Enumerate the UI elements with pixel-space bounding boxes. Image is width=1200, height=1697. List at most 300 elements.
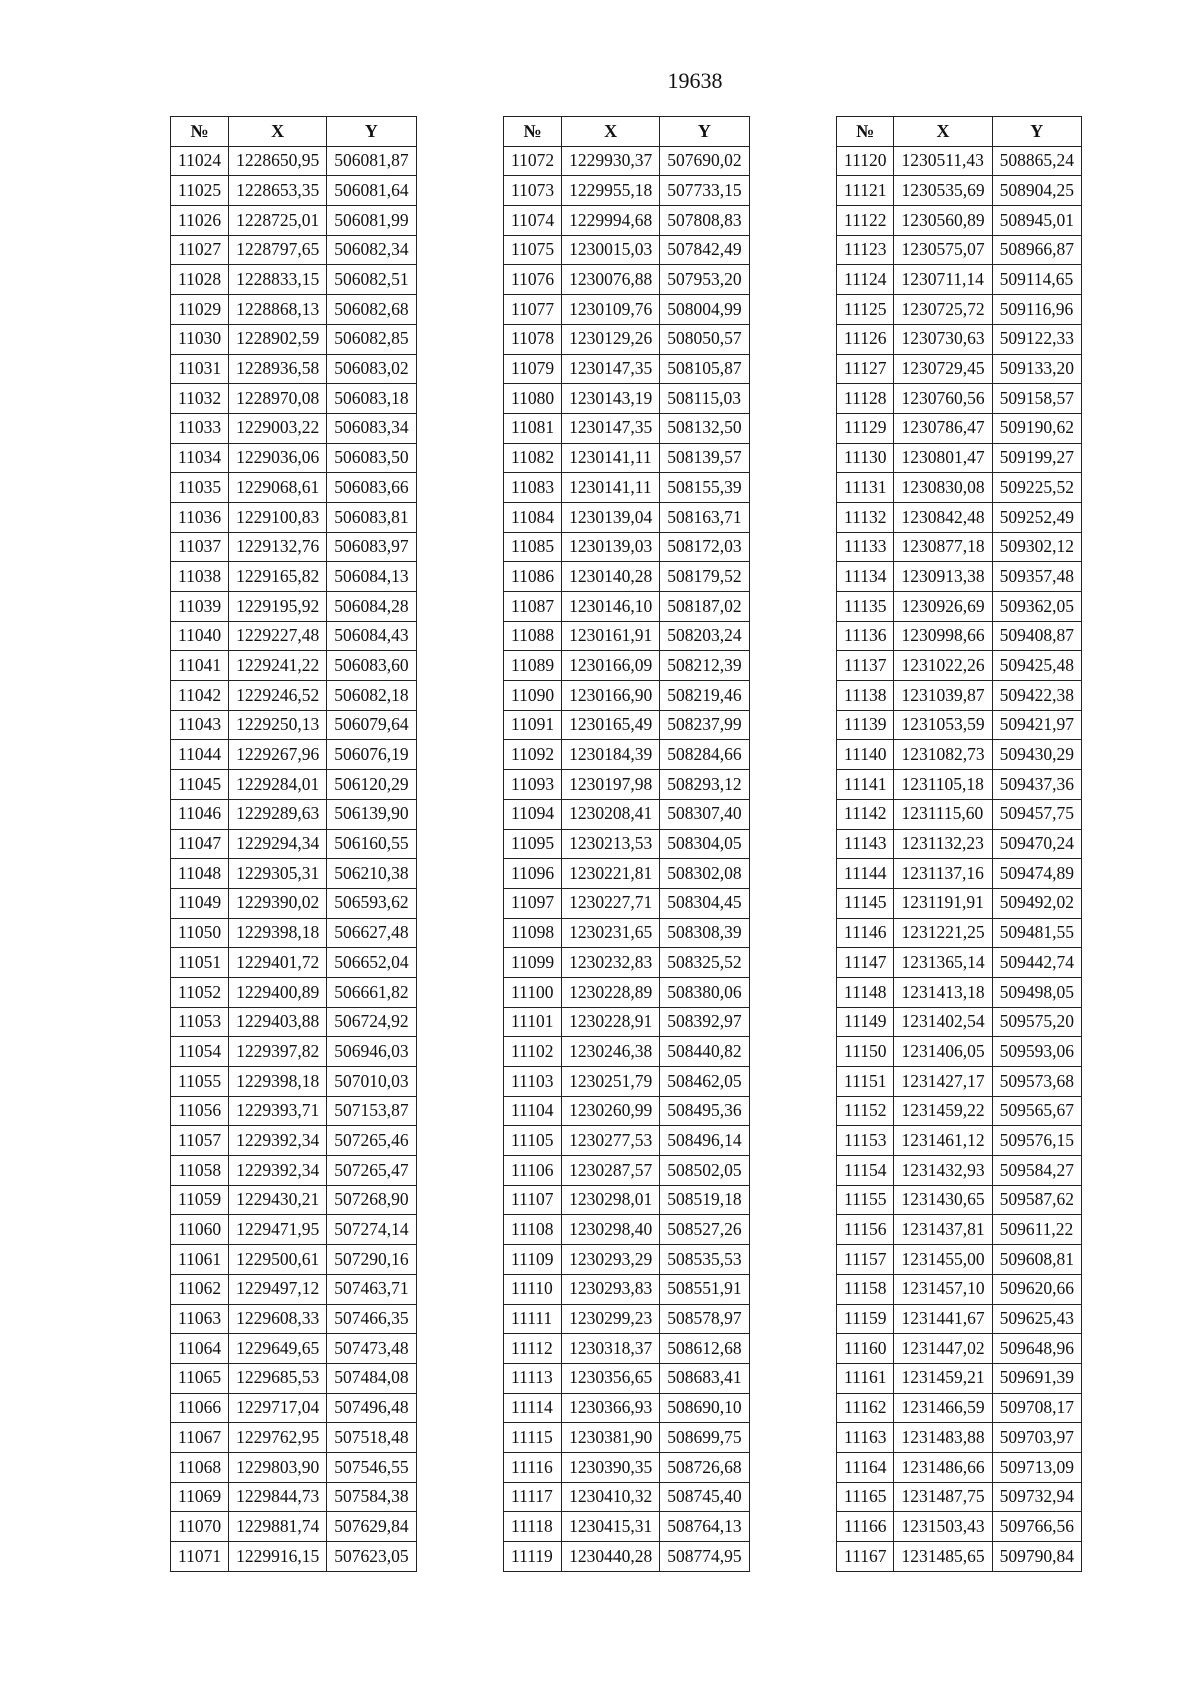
point-number-cell: 11074 bbox=[504, 206, 562, 236]
x-coordinate-cell: 1230109,76 bbox=[562, 295, 660, 325]
y-coordinate-cell: 509648,96 bbox=[992, 1334, 1081, 1364]
x-coordinate-cell: 1229165,82 bbox=[229, 562, 327, 592]
point-number-cell: 11156 bbox=[837, 1215, 894, 1245]
y-coordinate-cell: 506084,28 bbox=[327, 592, 416, 622]
point-number-cell: 11101 bbox=[504, 1007, 562, 1037]
point-number-cell: 11107 bbox=[504, 1185, 562, 1215]
y-coordinate-cell: 508163,71 bbox=[660, 502, 749, 532]
y-coordinate-cell: 506627,48 bbox=[327, 918, 416, 948]
table-row bbox=[837, 770, 1082, 800]
table-row bbox=[171, 1067, 417, 1097]
y-coordinate-cell: 509790,84 bbox=[992, 1542, 1081, 1572]
table-row bbox=[504, 265, 750, 295]
table-row bbox=[837, 1542, 1082, 1572]
y-coordinate-cell: 509190,62 bbox=[992, 413, 1081, 443]
table-row bbox=[837, 1067, 1082, 1097]
y-coordinate-cell: 506081,99 bbox=[327, 206, 416, 236]
point-number-cell: 11109 bbox=[504, 1245, 562, 1275]
x-coordinate-cell: 1231485,65 bbox=[894, 1542, 992, 1572]
x-coordinate-cell: 1228650,95 bbox=[229, 146, 327, 176]
x-coordinate-cell: 1229003,22 bbox=[229, 413, 327, 443]
point-number-cell: 11102 bbox=[504, 1037, 562, 1067]
x-coordinate-cell: 1230535,69 bbox=[894, 176, 992, 206]
table-row bbox=[504, 1067, 750, 1097]
x-coordinate-cell: 1229390,02 bbox=[229, 888, 327, 918]
y-coordinate-cell: 506139,90 bbox=[327, 799, 416, 829]
y-coordinate-cell: 508237,99 bbox=[660, 710, 749, 740]
x-coordinate-cell: 1231427,17 bbox=[894, 1067, 992, 1097]
y-coordinate-cell: 506083,66 bbox=[327, 473, 416, 503]
x-coordinate-cell: 1230165,49 bbox=[562, 710, 660, 740]
table-row bbox=[504, 532, 750, 562]
x-coordinate-cell: 1229401,72 bbox=[229, 948, 327, 978]
x-coordinate-cell: 1230560,89 bbox=[894, 206, 992, 236]
point-number-cell: 11161 bbox=[837, 1363, 894, 1393]
point-number-cell: 11038 bbox=[171, 562, 229, 592]
x-coordinate-cell: 1230730,63 bbox=[894, 324, 992, 354]
x-coordinate-cell: 1229398,18 bbox=[229, 918, 327, 948]
y-coordinate-cell: 509302,12 bbox=[992, 532, 1081, 562]
x-coordinate-cell: 1229246,52 bbox=[229, 681, 327, 711]
y-coordinate-cell: 506082,34 bbox=[327, 235, 416, 265]
y-coordinate-cell: 509133,20 bbox=[992, 354, 1081, 384]
point-number-cell: 11100 bbox=[504, 977, 562, 1007]
y-coordinate-cell: 508745,40 bbox=[660, 1482, 749, 1512]
table-row bbox=[171, 562, 417, 592]
y-coordinate-cell: 508308,39 bbox=[660, 918, 749, 948]
table-row bbox=[837, 829, 1082, 859]
x-coordinate-cell: 1230228,91 bbox=[562, 1007, 660, 1037]
y-coordinate-cell: 509225,52 bbox=[992, 473, 1081, 503]
point-number-cell: 11028 bbox=[171, 265, 229, 295]
point-number-cell: 11040 bbox=[171, 621, 229, 651]
x-coordinate-cell: 1229392,34 bbox=[229, 1126, 327, 1156]
y-coordinate-cell: 508132,50 bbox=[660, 413, 749, 443]
y-coordinate-cell: 509766,56 bbox=[992, 1512, 1081, 1542]
table-row bbox=[837, 681, 1082, 711]
y-coordinate-cell: 508683,41 bbox=[660, 1363, 749, 1393]
point-number-cell: 11114 bbox=[504, 1393, 562, 1423]
x-coordinate-cell: 1231413,18 bbox=[894, 977, 992, 1007]
y-coordinate-cell: 506082,68 bbox=[327, 295, 416, 325]
point-number-cell: 11110 bbox=[504, 1274, 562, 1304]
y-coordinate-cell: 508690,10 bbox=[660, 1393, 749, 1423]
point-number-cell: 11067 bbox=[171, 1423, 229, 1453]
point-number-cell: 11108 bbox=[504, 1215, 562, 1245]
header-x: X bbox=[229, 117, 327, 147]
y-coordinate-cell: 509114,65 bbox=[992, 265, 1081, 295]
y-coordinate-cell: 508105,87 bbox=[660, 354, 749, 384]
x-coordinate-cell: 1229294,34 bbox=[229, 829, 327, 859]
x-coordinate-cell: 1230390,35 bbox=[562, 1452, 660, 1482]
table-row bbox=[171, 532, 417, 562]
point-number-cell: 11148 bbox=[837, 977, 894, 1007]
x-coordinate-cell: 1231483,88 bbox=[894, 1423, 992, 1453]
point-number-cell: 11048 bbox=[171, 859, 229, 889]
x-coordinate-cell: 1230141,11 bbox=[562, 473, 660, 503]
point-number-cell: 11154 bbox=[837, 1156, 894, 1186]
point-number-cell: 11030 bbox=[171, 324, 229, 354]
y-coordinate-cell: 508612,68 bbox=[660, 1334, 749, 1364]
point-number-cell: 11144 bbox=[837, 859, 894, 889]
x-coordinate-cell: 1231459,21 bbox=[894, 1363, 992, 1393]
table-row bbox=[837, 502, 1082, 532]
y-coordinate-cell: 508187,02 bbox=[660, 592, 749, 622]
x-coordinate-cell: 1230147,35 bbox=[562, 354, 660, 384]
x-coordinate-cell: 1228725,01 bbox=[229, 206, 327, 236]
point-number-cell: 11139 bbox=[837, 710, 894, 740]
y-coordinate-cell: 508307,40 bbox=[660, 799, 749, 829]
y-coordinate-cell: 508172,03 bbox=[660, 532, 749, 562]
point-number-cell: 11046 bbox=[171, 799, 229, 829]
point-number-cell: 11141 bbox=[837, 770, 894, 800]
x-coordinate-cell: 1231132,23 bbox=[894, 829, 992, 859]
point-number-cell: 11106 bbox=[504, 1156, 562, 1186]
y-coordinate-cell: 506084,13 bbox=[327, 562, 416, 592]
y-coordinate-cell: 508302,08 bbox=[660, 859, 749, 889]
y-coordinate-cell: 507484,08 bbox=[327, 1363, 416, 1393]
x-coordinate-cell: 1229762,95 bbox=[229, 1423, 327, 1453]
y-coordinate-cell: 506083,34 bbox=[327, 413, 416, 443]
point-number-cell: 11073 bbox=[504, 176, 562, 206]
y-coordinate-cell: 509357,48 bbox=[992, 562, 1081, 592]
point-number-cell: 11128 bbox=[837, 384, 894, 414]
x-coordinate-cell: 1230139,03 bbox=[562, 532, 660, 562]
table-row bbox=[504, 1393, 750, 1423]
y-coordinate-cell: 507953,20 bbox=[660, 265, 749, 295]
y-coordinate-cell: 509492,02 bbox=[992, 888, 1081, 918]
x-coordinate-cell: 1229392,34 bbox=[229, 1156, 327, 1186]
y-coordinate-cell: 508179,52 bbox=[660, 562, 749, 592]
x-coordinate-cell: 1231487,75 bbox=[894, 1482, 992, 1512]
y-coordinate-cell: 508139,57 bbox=[660, 443, 749, 473]
table-row bbox=[837, 1393, 1082, 1423]
point-number-cell: 11167 bbox=[837, 1542, 894, 1572]
table-row bbox=[837, 354, 1082, 384]
point-number-cell: 11152 bbox=[837, 1096, 894, 1126]
point-number-cell: 11091 bbox=[504, 710, 562, 740]
y-coordinate-cell: 509425,48 bbox=[992, 651, 1081, 681]
y-coordinate-cell: 509573,68 bbox=[992, 1067, 1081, 1097]
point-number-cell: 11093 bbox=[504, 770, 562, 800]
point-number-cell: 11150 bbox=[837, 1037, 894, 1067]
x-coordinate-cell: 1230299,23 bbox=[562, 1304, 660, 1334]
table-row bbox=[504, 1334, 750, 1364]
table-row bbox=[504, 1215, 750, 1245]
point-number-cell: 11078 bbox=[504, 324, 562, 354]
table-row bbox=[171, 473, 417, 503]
header-number: № bbox=[837, 117, 894, 147]
y-coordinate-cell: 508535,53 bbox=[660, 1245, 749, 1275]
y-coordinate-cell: 507629,84 bbox=[327, 1512, 416, 1542]
x-coordinate-cell: 1229397,82 bbox=[229, 1037, 327, 1067]
y-coordinate-cell: 508764,13 bbox=[660, 1512, 749, 1542]
table-row bbox=[504, 562, 750, 592]
table-row bbox=[171, 1334, 417, 1364]
x-coordinate-cell: 1230801,47 bbox=[894, 443, 992, 473]
x-coordinate-cell: 1229685,53 bbox=[229, 1363, 327, 1393]
table-row bbox=[837, 1274, 1082, 1304]
header-row bbox=[171, 117, 417, 147]
table-row bbox=[837, 799, 1082, 829]
x-coordinate-cell: 1230166,09 bbox=[562, 651, 660, 681]
table-row bbox=[837, 859, 1082, 889]
x-coordinate-cell: 1229250,13 bbox=[229, 710, 327, 740]
y-coordinate-cell: 509732,94 bbox=[992, 1482, 1081, 1512]
point-number-cell: 11090 bbox=[504, 681, 562, 711]
x-coordinate-cell: 1230208,41 bbox=[562, 799, 660, 829]
point-number-cell: 11140 bbox=[837, 740, 894, 770]
x-coordinate-cell: 1230293,29 bbox=[562, 1245, 660, 1275]
table-row bbox=[837, 295, 1082, 325]
x-coordinate-cell: 1231221,25 bbox=[894, 918, 992, 948]
table-row bbox=[837, 948, 1082, 978]
x-coordinate-cell: 1229305,31 bbox=[229, 859, 327, 889]
table-row bbox=[504, 384, 750, 414]
point-number-cell: 11127 bbox=[837, 354, 894, 384]
x-coordinate-cell: 1230076,88 bbox=[562, 265, 660, 295]
x-coordinate-cell: 1230277,53 bbox=[562, 1126, 660, 1156]
point-number-cell: 11081 bbox=[504, 413, 562, 443]
y-coordinate-cell: 506076,19 bbox=[327, 740, 416, 770]
table-row bbox=[837, 146, 1082, 176]
x-coordinate-cell: 1230140,28 bbox=[562, 562, 660, 592]
x-coordinate-cell: 1229955,18 bbox=[562, 176, 660, 206]
table-row bbox=[504, 413, 750, 443]
x-coordinate-cell: 1228653,35 bbox=[229, 176, 327, 206]
point-number-cell: 11116 bbox=[504, 1452, 562, 1482]
point-number-cell: 11051 bbox=[171, 948, 229, 978]
x-coordinate-cell: 1231447,02 bbox=[894, 1334, 992, 1364]
table-row bbox=[504, 770, 750, 800]
point-number-cell: 11126 bbox=[837, 324, 894, 354]
point-number-cell: 11039 bbox=[171, 592, 229, 622]
table-row bbox=[171, 1185, 417, 1215]
table-row bbox=[837, 235, 1082, 265]
point-number-cell: 11103 bbox=[504, 1067, 562, 1097]
y-coordinate-cell: 507010,03 bbox=[327, 1067, 416, 1097]
table-row bbox=[837, 977, 1082, 1007]
point-number-cell: 11111 bbox=[504, 1304, 562, 1334]
table-row bbox=[171, 740, 417, 770]
table-row bbox=[837, 562, 1082, 592]
y-coordinate-cell: 509575,20 bbox=[992, 1007, 1081, 1037]
x-coordinate-cell: 1230251,79 bbox=[562, 1067, 660, 1097]
point-number-cell: 11079 bbox=[504, 354, 562, 384]
table-row bbox=[171, 384, 417, 414]
table-row bbox=[171, 1423, 417, 1453]
table-row bbox=[837, 1007, 1082, 1037]
y-coordinate-cell: 506082,18 bbox=[327, 681, 416, 711]
y-coordinate-cell: 509708,17 bbox=[992, 1393, 1081, 1423]
table-row bbox=[837, 1482, 1082, 1512]
table-row bbox=[504, 621, 750, 651]
y-coordinate-cell: 508440,82 bbox=[660, 1037, 749, 1067]
y-coordinate-cell: 508284,66 bbox=[660, 740, 749, 770]
point-number-cell: 11033 bbox=[171, 413, 229, 443]
x-coordinate-cell: 1229430,21 bbox=[229, 1185, 327, 1215]
x-coordinate-cell: 1229284,01 bbox=[229, 770, 327, 800]
y-coordinate-cell: 508519,18 bbox=[660, 1185, 749, 1215]
point-number-cell: 11045 bbox=[171, 770, 229, 800]
x-coordinate-cell: 1229227,48 bbox=[229, 621, 327, 651]
table-row bbox=[171, 1274, 417, 1304]
table-row bbox=[837, 324, 1082, 354]
point-number-cell: 11096 bbox=[504, 859, 562, 889]
x-coordinate-cell: 1230415,31 bbox=[562, 1512, 660, 1542]
x-coordinate-cell: 1229717,04 bbox=[229, 1393, 327, 1423]
x-coordinate-cell: 1228970,08 bbox=[229, 384, 327, 414]
table-row bbox=[837, 621, 1082, 651]
y-coordinate-cell: 509703,97 bbox=[992, 1423, 1081, 1453]
table-row bbox=[504, 1156, 750, 1186]
y-coordinate-cell: 507623,05 bbox=[327, 1542, 416, 1572]
y-coordinate-cell: 506081,87 bbox=[327, 146, 416, 176]
x-coordinate-cell: 1229267,96 bbox=[229, 740, 327, 770]
y-coordinate-cell: 509122,33 bbox=[992, 324, 1081, 354]
table-row bbox=[837, 1037, 1082, 1067]
y-coordinate-cell: 507265,46 bbox=[327, 1126, 416, 1156]
x-coordinate-cell: 1230146,10 bbox=[562, 592, 660, 622]
table-row bbox=[171, 324, 417, 354]
y-coordinate-cell: 508050,57 bbox=[660, 324, 749, 354]
table-row bbox=[171, 948, 417, 978]
point-number-cell: 11069 bbox=[171, 1482, 229, 1512]
y-coordinate-cell: 508203,24 bbox=[660, 621, 749, 651]
x-coordinate-cell: 1230711,14 bbox=[894, 265, 992, 295]
point-number-cell: 11062 bbox=[171, 1274, 229, 1304]
y-coordinate-cell: 508380,06 bbox=[660, 977, 749, 1007]
table-row bbox=[837, 176, 1082, 206]
table-row bbox=[504, 295, 750, 325]
x-coordinate-cell: 1230141,11 bbox=[562, 443, 660, 473]
table-row bbox=[171, 621, 417, 651]
table-row bbox=[837, 1096, 1082, 1126]
point-number-cell: 11166 bbox=[837, 1512, 894, 1542]
x-coordinate-cell: 1230221,81 bbox=[562, 859, 660, 889]
header-number: № bbox=[504, 117, 562, 147]
y-coordinate-cell: 508578,97 bbox=[660, 1304, 749, 1334]
x-coordinate-cell: 1231115,60 bbox=[894, 799, 992, 829]
y-coordinate-cell: 509158,57 bbox=[992, 384, 1081, 414]
point-number-cell: 11026 bbox=[171, 206, 229, 236]
x-coordinate-cell: 1231105,18 bbox=[894, 770, 992, 800]
table-row bbox=[504, 502, 750, 532]
table-row bbox=[171, 1363, 417, 1393]
table-row bbox=[837, 384, 1082, 414]
x-coordinate-cell: 1230298,01 bbox=[562, 1185, 660, 1215]
table-row bbox=[171, 829, 417, 859]
table-row bbox=[504, 324, 750, 354]
y-coordinate-cell: 509421,97 bbox=[992, 710, 1081, 740]
y-coordinate-cell: 507265,47 bbox=[327, 1156, 416, 1186]
table-row bbox=[504, 592, 750, 622]
x-coordinate-cell: 1230318,37 bbox=[562, 1334, 660, 1364]
page-number: 19638 bbox=[667, 68, 723, 93]
x-coordinate-cell: 1231459,22 bbox=[894, 1096, 992, 1126]
x-coordinate-cell: 1230184,39 bbox=[562, 740, 660, 770]
x-coordinate-cell: 1229132,76 bbox=[229, 532, 327, 562]
y-coordinate-cell: 506083,50 bbox=[327, 443, 416, 473]
y-coordinate-cell: 509362,05 bbox=[992, 592, 1081, 622]
table-row bbox=[171, 799, 417, 829]
x-coordinate-cell: 1231441,67 bbox=[894, 1304, 992, 1334]
table-row bbox=[504, 1096, 750, 1126]
point-number-cell: 11076 bbox=[504, 265, 562, 295]
x-coordinate-cell: 1230998,66 bbox=[894, 621, 992, 651]
y-coordinate-cell: 506210,38 bbox=[327, 859, 416, 889]
x-coordinate-cell: 1230228,89 bbox=[562, 977, 660, 1007]
x-coordinate-cell: 1231457,10 bbox=[894, 1274, 992, 1304]
table-row bbox=[504, 918, 750, 948]
x-coordinate-cell: 1229844,73 bbox=[229, 1482, 327, 1512]
table-row bbox=[171, 681, 417, 711]
point-number-cell: 11129 bbox=[837, 413, 894, 443]
y-coordinate-cell: 509584,27 bbox=[992, 1156, 1081, 1186]
table-row bbox=[171, 1007, 417, 1037]
table-row bbox=[171, 888, 417, 918]
x-coordinate-cell: 1230246,38 bbox=[562, 1037, 660, 1067]
table-row bbox=[171, 977, 417, 1007]
header-number: № bbox=[171, 117, 229, 147]
x-coordinate-cell: 1229195,92 bbox=[229, 592, 327, 622]
y-coordinate-cell: 507496,48 bbox=[327, 1393, 416, 1423]
y-coordinate-cell: 507546,55 bbox=[327, 1452, 416, 1482]
x-coordinate-cell: 1230161,91 bbox=[562, 621, 660, 651]
x-coordinate-cell: 1231503,43 bbox=[894, 1512, 992, 1542]
x-coordinate-cell: 1229608,33 bbox=[229, 1304, 327, 1334]
header-y: Y bbox=[660, 117, 749, 147]
y-coordinate-cell: 506083,18 bbox=[327, 384, 416, 414]
y-coordinate-cell: 507290,16 bbox=[327, 1245, 416, 1275]
y-coordinate-cell: 508865,24 bbox=[992, 146, 1081, 176]
x-coordinate-cell: 1230511,43 bbox=[894, 146, 992, 176]
table-row bbox=[171, 1156, 417, 1186]
y-coordinate-cell: 509422,38 bbox=[992, 681, 1081, 711]
point-number-cell: 11075 bbox=[504, 235, 562, 265]
y-coordinate-cell: 509565,67 bbox=[992, 1096, 1081, 1126]
table-row bbox=[504, 859, 750, 889]
y-coordinate-cell: 508496,14 bbox=[660, 1126, 749, 1156]
point-number-cell: 11095 bbox=[504, 829, 562, 859]
table-row bbox=[171, 1452, 417, 1482]
x-coordinate-cell: 1230926,69 bbox=[894, 592, 992, 622]
point-number-cell: 11165 bbox=[837, 1482, 894, 1512]
x-coordinate-cell: 1228868,13 bbox=[229, 295, 327, 325]
y-coordinate-cell: 509199,27 bbox=[992, 443, 1081, 473]
point-number-cell: 11153 bbox=[837, 1126, 894, 1156]
table-row bbox=[837, 206, 1082, 236]
point-number-cell: 11142 bbox=[837, 799, 894, 829]
x-coordinate-cell: 1230366,93 bbox=[562, 1393, 660, 1423]
point-number-cell: 11147 bbox=[837, 948, 894, 978]
point-number-cell: 11155 bbox=[837, 1185, 894, 1215]
x-coordinate-cell: 1230729,45 bbox=[894, 354, 992, 384]
point-number-cell: 11157 bbox=[837, 1245, 894, 1275]
table-row bbox=[837, 1363, 1082, 1393]
table-row bbox=[171, 443, 417, 473]
point-number-cell: 11099 bbox=[504, 948, 562, 978]
table-row bbox=[504, 651, 750, 681]
table-row bbox=[837, 1156, 1082, 1186]
point-number-cell: 11119 bbox=[504, 1542, 562, 1572]
y-coordinate-cell: 506724,92 bbox=[327, 1007, 416, 1037]
table-row bbox=[171, 1245, 417, 1275]
x-coordinate-cell: 1230381,90 bbox=[562, 1423, 660, 1453]
y-coordinate-cell: 509442,74 bbox=[992, 948, 1081, 978]
point-number-cell: 11088 bbox=[504, 621, 562, 651]
table-row bbox=[504, 710, 750, 740]
